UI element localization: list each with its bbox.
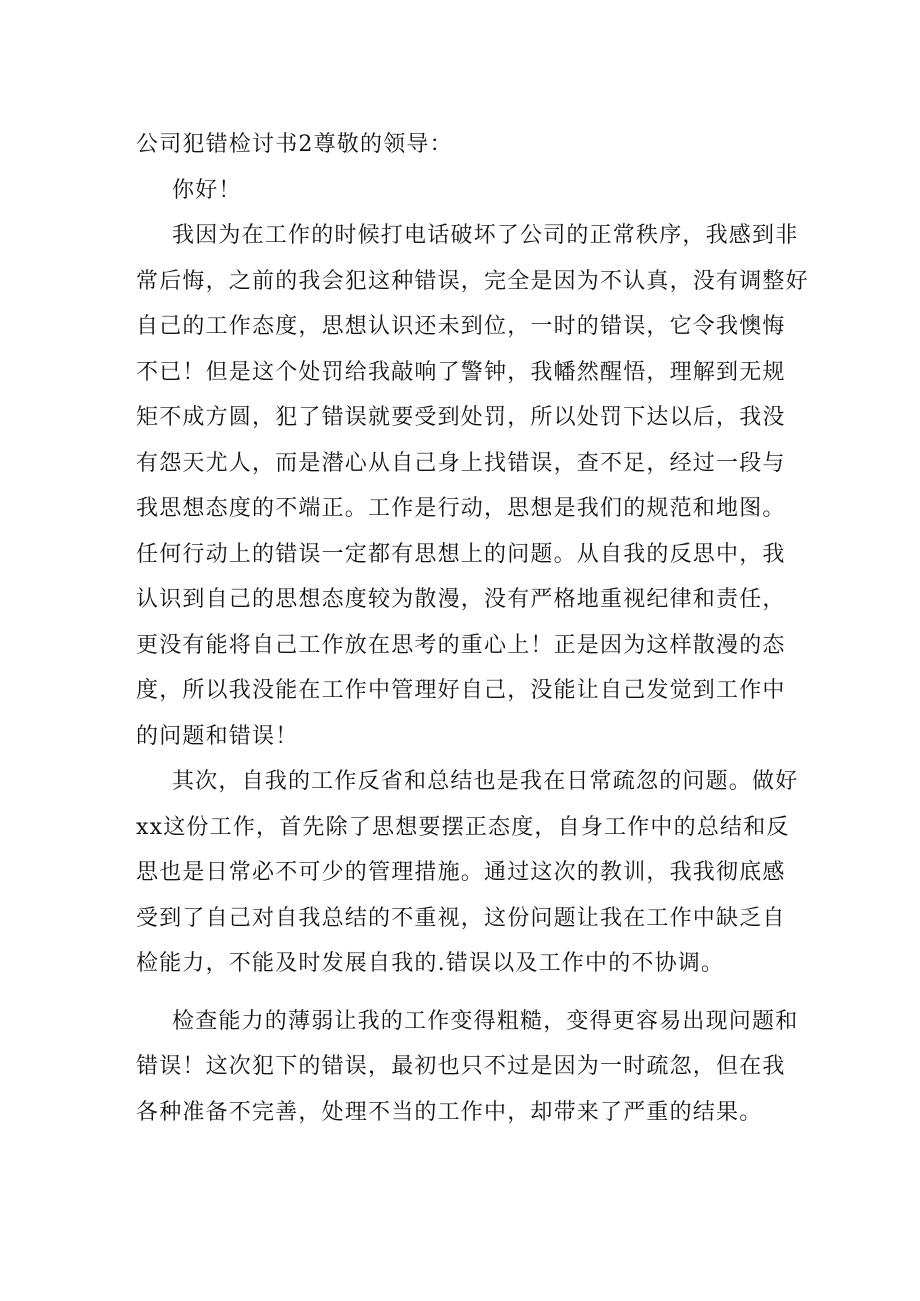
paragraph-2 (136, 759, 799, 987)
paragraph-line: 度，所以我没能在工作中管理好自己，没能让自己发觉到工作中 (136, 678, 786, 703)
paragraph-1 (136, 213, 809, 759)
paragraph-3 (136, 999, 799, 1136)
paragraph-line: 思也是日常必不可少的管理措施。通过这次的教训，我我彻底感 (136, 860, 786, 885)
paragraph-line: xx这份工作，首先除了思想要摆正态度，自身工作中的总结和反 (136, 814, 790, 840)
paragraph-line: 的问题和错误！ (136, 723, 299, 749)
document-body (136, 122, 809, 1135)
paragraph-gap (136, 987, 796, 999)
paragraph-line: 检查能力的薄弱让我的工作变得粗糙，变得更容易出现问题和 (172, 1008, 799, 1034)
paragraph-line: 各种准备不完善，处理不当的工作中，却带来了严重的结果。 (136, 1099, 763, 1125)
paragraph-line: 我思想态度的不端正。工作是行动，思想是我们的规范和地图。 (136, 496, 786, 521)
paragraph-line: 受到了自己对自我总结的不重视，这份问题让我在工作中缺乏自 (136, 905, 786, 931)
greeting: 你好！ (172, 177, 242, 203)
paragraph-line: 矩不成方圆，犯了错误就要受到处罚，所以处罚下达以后，我没 (136, 405, 786, 430)
paragraph-line: 任何行动上的错误一定都有思想上的问题。从自我的反思中，我 (136, 541, 786, 567)
paragraph-line: 不已！但是这个处罚给我敲响了警钟，我幡然醒悟，理解到无规 (136, 359, 786, 385)
paragraph-line: 检能力，不能及时发展自我的.错误以及工作中的不协调。 (136, 951, 725, 976)
paragraph-line: 其次，自我的工作反省和总结也是我在日常疏忽的问题。做好 (172, 769, 799, 794)
paragraph-line: 我因为在工作的时候打电话破坏了公司的正常秩序，我感到非 (172, 223, 799, 248)
paragraph-line: 有怨天尤人，而是潜心从自己身上找错误，查不足，经过一段与 (136, 450, 786, 476)
title-line: 公司犯错检讨书2尊敬的领导： (136, 132, 453, 157)
paragraph-line: 常后悔，之前的我会犯这种错误，完全是因为不认真，没有调整好 (136, 268, 809, 294)
paragraph-line: 认识到自己的思想态度较为散漫，没有严格地重视纪律和责任， (136, 587, 786, 612)
paragraph-line: 更没有能将自己工作放在思考的重心上！正是因为这样散漫的态 (136, 632, 786, 658)
paragraph-line: 错误！这次犯下的错误，最初也只不过是因为一时疏忽，但在我 (136, 1054, 786, 1079)
paragraph-line: 自己的工作态度，思想认识还未到位，一时的错误，它令我懊悔 (136, 314, 786, 339)
